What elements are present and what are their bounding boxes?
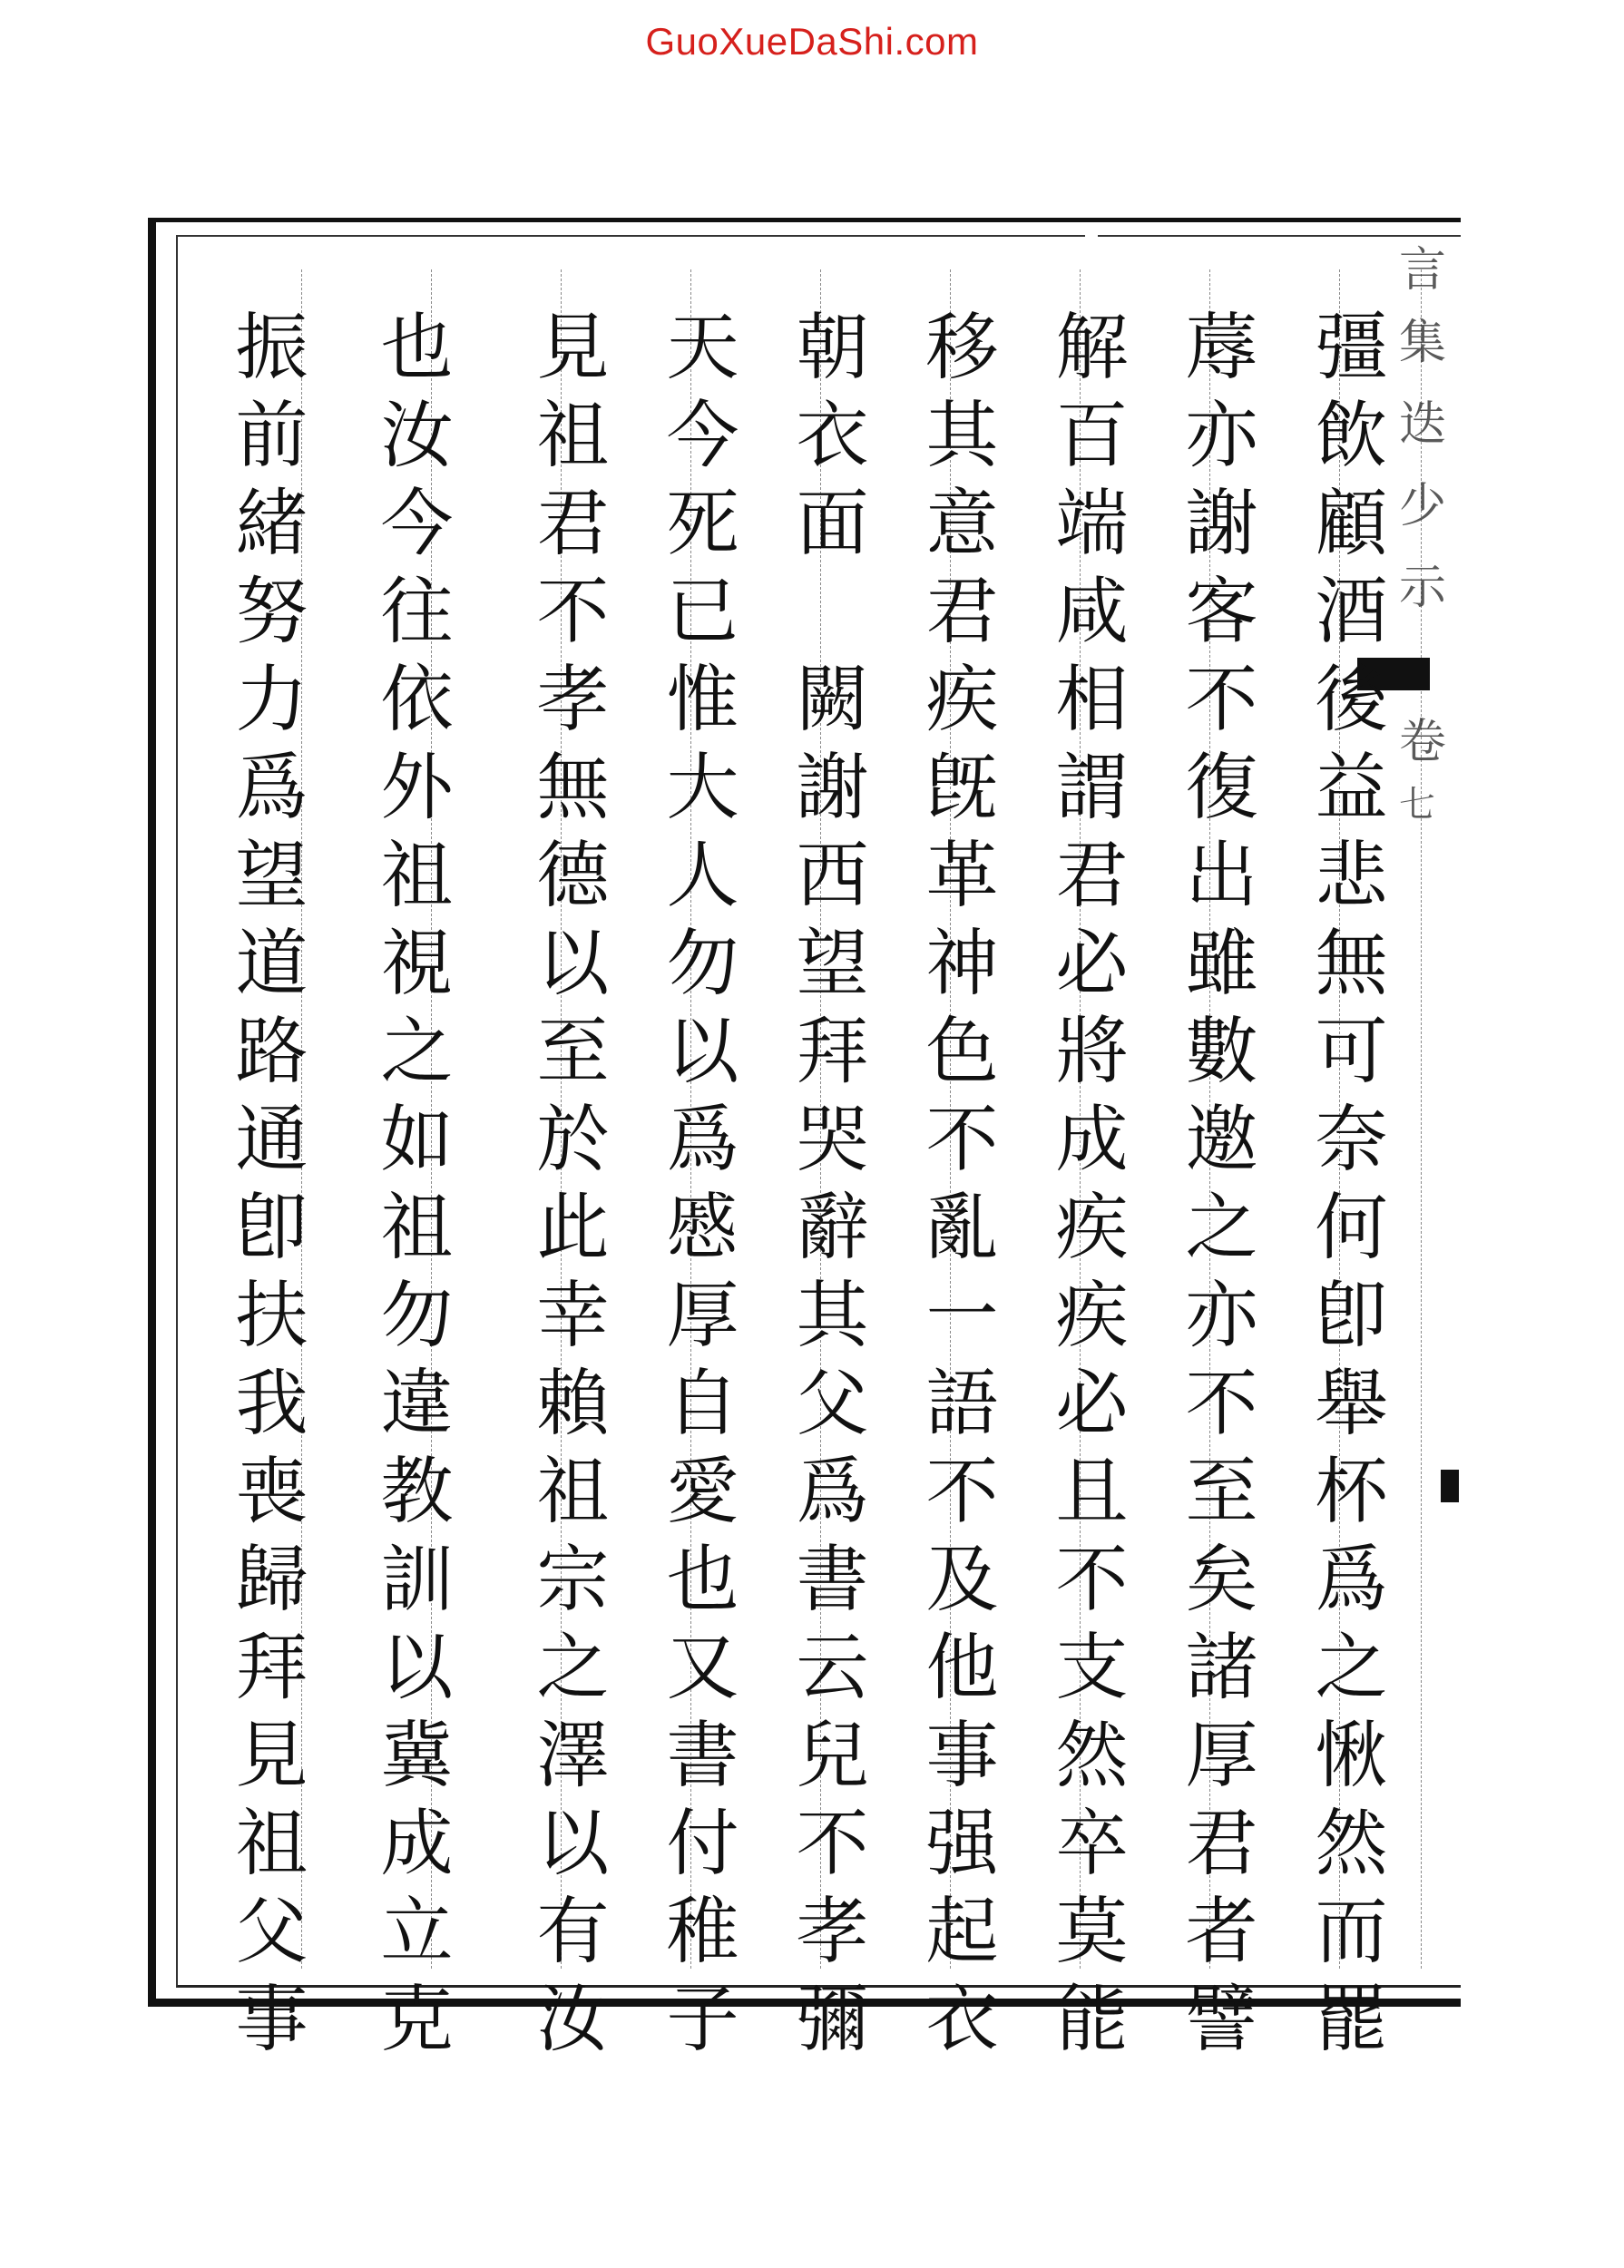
site-watermark: GuoXueDaShi.com (645, 20, 979, 63)
margin-glyph: 七 (1399, 784, 1435, 826)
text-column: 蓐亦謝客不復出雖數邀之亦不至矣諸厚君者譬 (1173, 308, 1257, 2068)
margin-glyph: 集 (1399, 316, 1447, 370)
text-column: 振前緒努力爲望道路通卽扶我喪歸拜見祖父事 (223, 308, 308, 2068)
text-column: 彊飲顧酒後益悲無可奈何卽舉杯爲之愀然而罷 (1303, 308, 1387, 2068)
margin-glyph: 卷 (1399, 715, 1447, 769)
text-column: 解百端咸相謂君必將成疾疾必且不支然卒莫能 (1043, 308, 1128, 2068)
text-column: 朝衣面 闕謝西望拜哭辭其父爲書云兒不孝彌 (784, 308, 868, 2068)
fold-margin-label (1394, 231, 1448, 1175)
margin-glyph: 迭 (1399, 397, 1447, 452)
frame-gap (1085, 228, 1098, 242)
margin-block-mark (1441, 1470, 1459, 1502)
text-column: 移其意君疾旣革神色不亂一語不及他事强起衣 (914, 308, 998, 2068)
text-column: 也汝今往依外祖視之如祖勿違教訓以冀成立克 (368, 308, 453, 2068)
margin-glyph: 示 (1399, 561, 1447, 615)
margin-glyph: 少 (1399, 479, 1447, 533)
text-column: 天今死已惟大人勿以爲慼厚自愛也又書付稚子 (654, 308, 739, 2068)
text-column: 見祖君不孝無德以至於此幸賴祖宗之澤以有汝 (524, 308, 609, 2068)
margin-glyph: 言 (1399, 243, 1447, 298)
